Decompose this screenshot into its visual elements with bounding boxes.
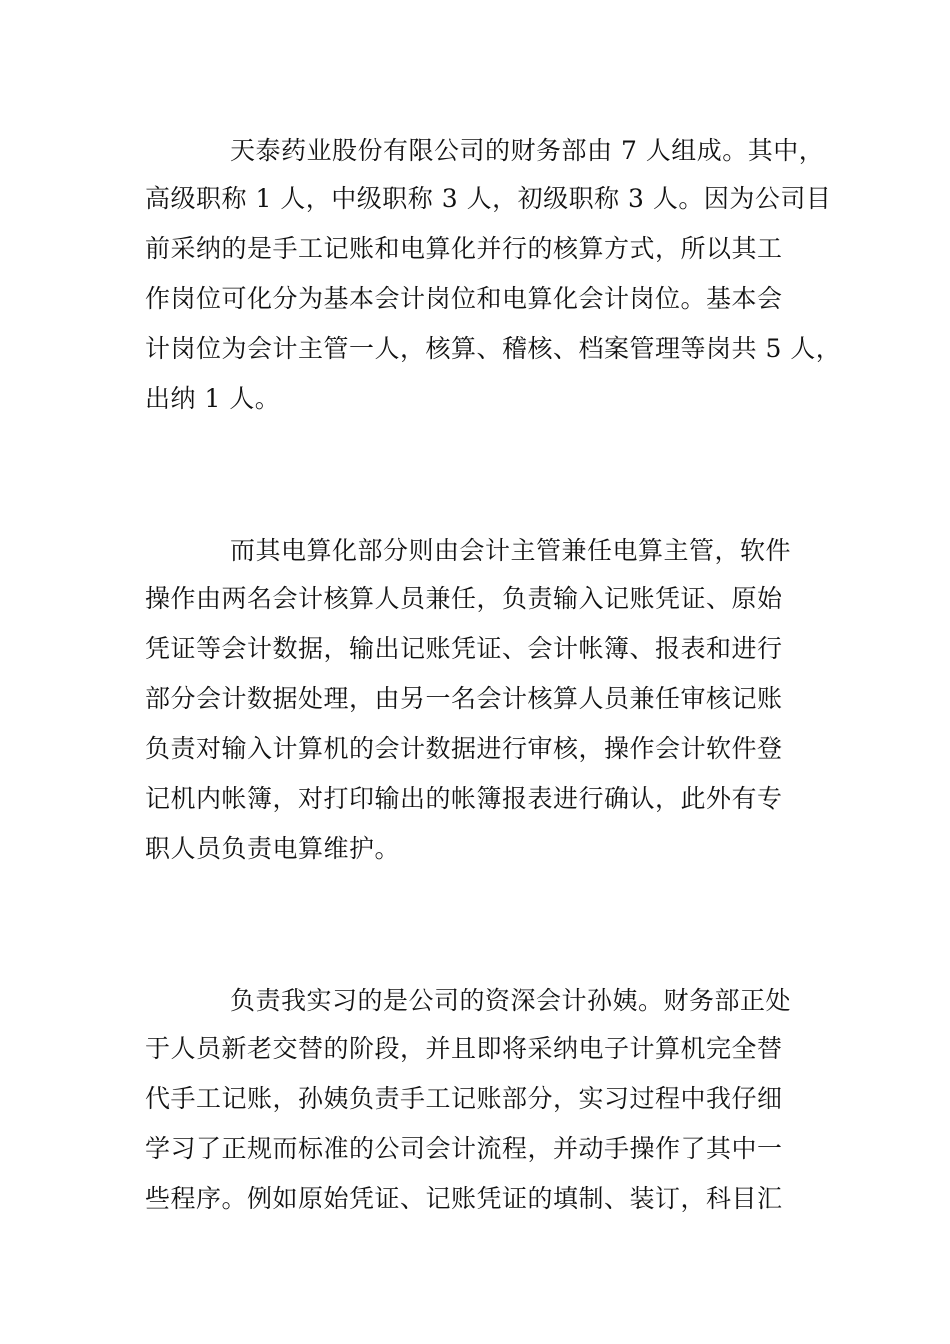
paragraph-1-line-6: 出纳 1 人。 (145, 384, 281, 413)
paragraph-2-line-5: 负责对输入计算机的会计数据进行审核，操作会计软件登 (145, 734, 783, 763)
paragraph-2-line-6: 记机内帐簿，对打印输出的帐簿报表进行确认，此外有专 (145, 784, 783, 813)
paragraph-3-line-5: 些程序。例如原始凭证、记账凭证的填制、装订，科目汇 (145, 1184, 783, 1213)
paragraph-1-line-4: 作岗位可化分为基本会计岗位和电算化会计岗位。基本会 (145, 284, 783, 313)
paragraph-2-line-4: 部分会计数据处理，由另一名会计核算人员兼任审核记账 (145, 684, 783, 713)
paragraph-2-line-3: 凭证等会计数据，输出记账凭证、会计帐簿、报表和进行 (145, 634, 783, 663)
paragraph-1-line-3: 前采纳的是手工记账和电算化并行的核算方式，所以其工 (145, 234, 783, 263)
paragraph-3-line-4: 学习了正规而标准的公司会计流程，并动手操作了其中一 (145, 1134, 783, 1163)
paragraph-1-line-2: 高级职称 1 人，中级职称 3 人，初级职称 3 人。因为公司目 (145, 184, 832, 213)
paragraph-1-line-5: 计岗位为会计主管一人，核算、稽核、档案管理等岗共 5 人， (145, 334, 842, 363)
paragraph-3-line-2: 于人员新老交替的阶段，并且即将采纳电子计算机完全替 (145, 1034, 783, 1063)
paragraph-2-line-1: 而其电算化部分则由会计主管兼任电算主管，软件 (230, 536, 792, 565)
paragraph-1-line-1: 天泰药业股份有限公司的财务部由 7 人组成。其中， (230, 136, 825, 165)
paragraph-2-line-2: 操作由两名会计核算人员兼任，负责输入记账凭证、原始 (145, 584, 783, 613)
paragraph-3-line-1: 负责我实习的是公司的资深会计孙姨。财务部正处 (230, 986, 792, 1015)
paragraph-2-line-7: 职人员负责电算维护。 (145, 834, 401, 863)
paragraph-3-line-3: 代手工记账，孙姨负责手工记账部分，实习过程中我仔细 (145, 1084, 783, 1113)
